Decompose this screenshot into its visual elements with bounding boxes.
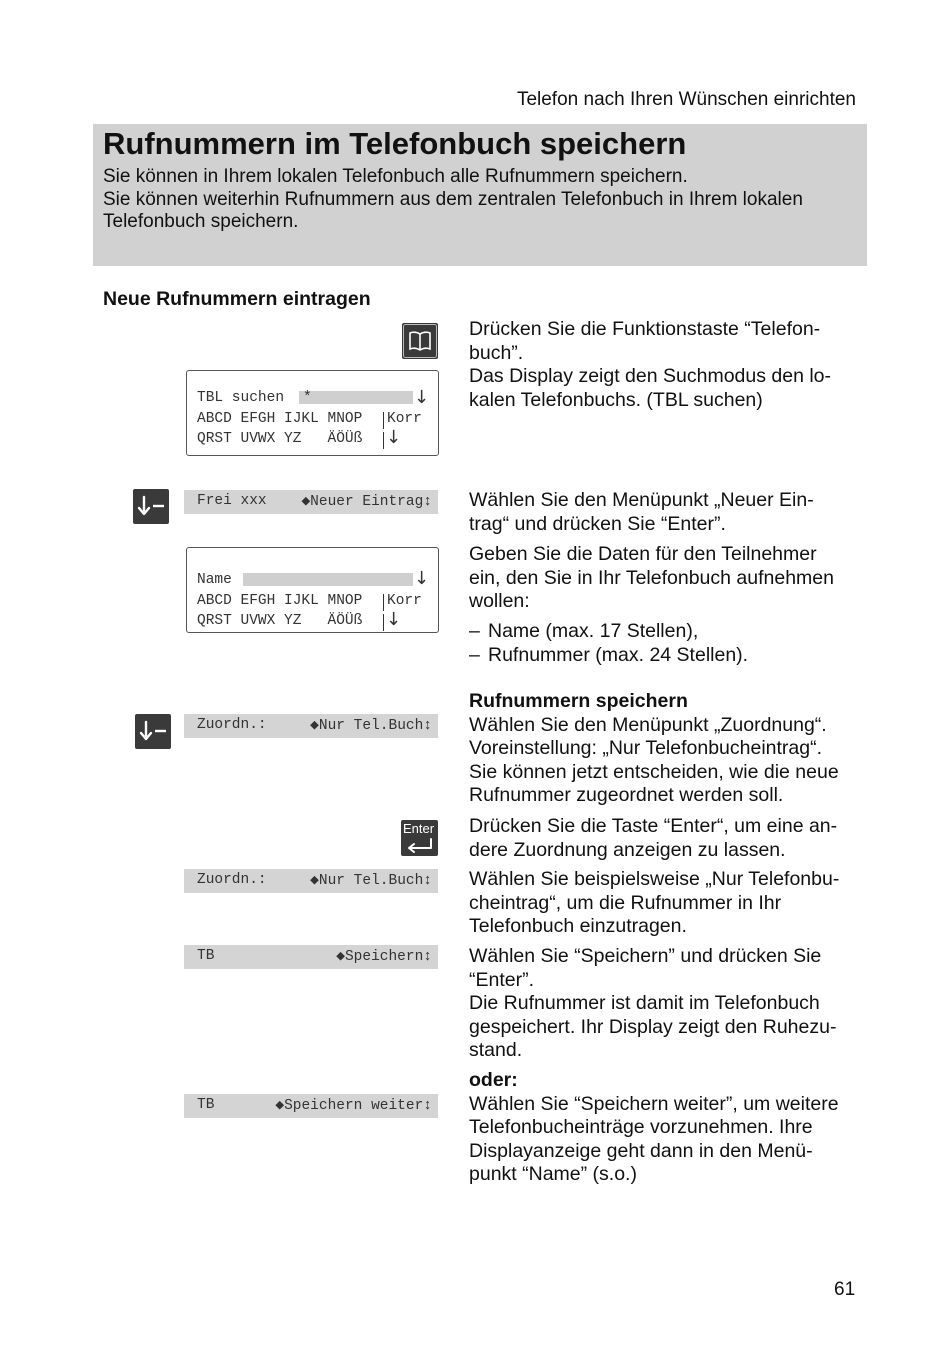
list-item: – Name (max. 17 Stellen), xyxy=(469,620,864,644)
navigation-key xyxy=(135,714,171,749)
arrow-down-minus-icon xyxy=(135,714,171,749)
display-left: TB xyxy=(197,948,215,964)
display-right: ◆Neuer Eintrag↕ xyxy=(301,494,432,510)
display-neuer-eintrag xyxy=(184,490,438,514)
title-box xyxy=(93,124,867,266)
step-line: Displayanzeige geht dann in den Menü- xyxy=(469,1139,813,1162)
step-line: “Enter”. xyxy=(469,968,535,991)
menu-item: Nur Tel.Buch xyxy=(318,718,424,734)
menu-item: Speichern xyxy=(344,949,424,965)
step-line: gespeichert. Ihr Display zeigt den Ruhezu- xyxy=(469,1015,837,1038)
step-line: Die Rufnummer ist damit im Telefonbuch xyxy=(469,992,820,1015)
intro-line: Telefonbuch speichern. xyxy=(103,211,299,232)
step-line: Voreinstellung: „Nur Telefonbucheintrag“. xyxy=(469,737,823,760)
step-line: Wählen Sie “Speichern” und drücken Sie xyxy=(469,945,822,967)
step-heading: oder: xyxy=(469,1069,518,1091)
alphabet-row: QRST UVWX YZ ÄÖÜß xyxy=(197,431,363,447)
arrow-down-icon: ↓ xyxy=(386,427,402,448)
display-right: ◆Speichern weiter↕ xyxy=(275,1098,432,1114)
display-search xyxy=(186,370,439,456)
page-title: Rufnummern im Telefonbuch speichern xyxy=(103,126,687,161)
step-heading: Rufnummern speichern xyxy=(469,690,688,712)
step-line: stand. xyxy=(469,1039,523,1062)
input-field xyxy=(299,391,413,404)
arrow-down-icon: ↓ xyxy=(414,568,430,589)
step-line: kalen Telefonbuchs. (TBL suchen) xyxy=(469,388,763,411)
korr-label: Korr xyxy=(387,593,422,609)
step-line: wollen: xyxy=(469,590,530,613)
arrow-down-icon: ↓ xyxy=(414,387,430,408)
divider xyxy=(383,594,384,611)
menu-item: Speichern weiter xyxy=(284,1098,424,1114)
navigation-key xyxy=(133,489,169,524)
step-line: buch”. xyxy=(469,341,524,364)
display-name xyxy=(186,547,439,633)
step-text xyxy=(469,945,864,1063)
section-heading: Neue Rufnummern eintragen xyxy=(103,288,371,310)
intro-line: Sie können in Ihrem lokalen Telefonbuch alle Rufnummern speichern. xyxy=(103,166,688,187)
alphabet-row: QRST UVWX YZ ÄÖÜß xyxy=(197,613,363,629)
display-right: ◆Speichern↕ xyxy=(336,949,432,965)
alphabet-row: ABCD EFGH IJKL MNOP xyxy=(197,411,363,427)
display-left: Frei xxx xyxy=(197,493,267,509)
menu-item: Neuer Eintrag xyxy=(310,494,424,510)
divider xyxy=(383,412,384,429)
step-line: Drücken Sie die Taste “Enter“, um eine an- xyxy=(469,815,838,837)
step-list xyxy=(469,620,864,667)
intro-text xyxy=(103,166,863,234)
step-line: Geben Sie die Daten für den Teilnehmer xyxy=(469,543,817,565)
divider xyxy=(383,614,384,631)
display-right: ◆Nur Tel.Buch↕ xyxy=(310,873,432,889)
display-speichern xyxy=(184,945,438,969)
display-zuordnung xyxy=(184,714,438,738)
step-line: trag“ und drücken Sie “Enter”. xyxy=(469,512,726,535)
step-text xyxy=(469,318,864,412)
step-line: Drücken Sie die Funktionstaste “Telefon- xyxy=(469,318,821,340)
book-icon xyxy=(402,323,438,359)
step-text xyxy=(469,489,864,536)
step-line: cheintrag“, um die Rufnummer in Ihr xyxy=(469,891,782,914)
step-line: ein, den Sie in Ihr Telefonbuch aufnehmen xyxy=(469,566,834,589)
korr-label: Korr xyxy=(387,411,422,427)
step-line: Wählen Sie “Speichern weiter”, um weitere xyxy=(469,1092,839,1115)
display-left: TB xyxy=(197,1097,215,1113)
enter-key xyxy=(401,820,438,856)
display-label: TBL suchen xyxy=(197,390,285,406)
step-text xyxy=(469,868,864,939)
list-item: – Rufnummer (max. 24 Stellen). xyxy=(469,644,864,668)
display-right: ◆Nur Tel.Buch↕ xyxy=(310,718,432,734)
step-line: Wählen Sie beispielsweise „Nur Telefonbu- xyxy=(469,868,840,890)
display-left: Zuordn.: xyxy=(197,717,267,733)
step-line: Wählen Sie den Menüpunkt „Neuer Ein- xyxy=(469,489,814,511)
display-speichern-weiter xyxy=(184,1094,438,1118)
arrow-down-minus-icon xyxy=(133,489,169,524)
arrow-down-icon: ↓ xyxy=(386,609,402,630)
step-text xyxy=(469,815,864,862)
enter-key-label: Enter xyxy=(403,821,435,836)
step-line: punkt “Name” (s.o.) xyxy=(469,1163,637,1186)
menu-item: Nur Tel.Buch xyxy=(318,873,424,889)
display-label: Name xyxy=(197,572,232,588)
phonebook-key xyxy=(402,323,438,359)
step-line: Sie können jetzt entscheiden, wie die neue xyxy=(469,760,839,783)
step-line: Das Display zeigt den Suchmodus den lo- xyxy=(469,365,832,388)
intro-line: Sie können weiterhin Rufnummern aus dem zentralen Telefonbuch in Ihrem lokalen xyxy=(103,188,803,210)
running-header: Telefon nach Ihren Wünschen einrichten xyxy=(516,89,856,110)
input-value: * xyxy=(303,390,312,406)
step-line: dere Zuordnung anzeigen zu lassen. xyxy=(469,838,786,861)
display-left: Zuordn.: xyxy=(197,872,267,888)
step-text xyxy=(469,1069,864,1187)
divider xyxy=(383,432,384,449)
step-line: Telefonbucheinträge vorzunehmen. Ihre xyxy=(469,1116,813,1139)
display-zuordnung xyxy=(184,869,438,893)
step-text xyxy=(469,690,864,808)
step-line: Rufnummer zugeordnet werden soll. xyxy=(469,784,784,807)
page-number: 61 xyxy=(834,1279,856,1300)
input-field xyxy=(243,573,413,586)
step-line: Wählen Sie den Menüpunkt „Zuordnung“. xyxy=(469,713,827,736)
alphabet-row: ABCD EFGH IJKL MNOP xyxy=(197,593,363,609)
enter-arrow-icon xyxy=(401,820,438,856)
step-text xyxy=(469,543,864,614)
step-line: Telefonbuch einzutragen. xyxy=(469,915,687,938)
